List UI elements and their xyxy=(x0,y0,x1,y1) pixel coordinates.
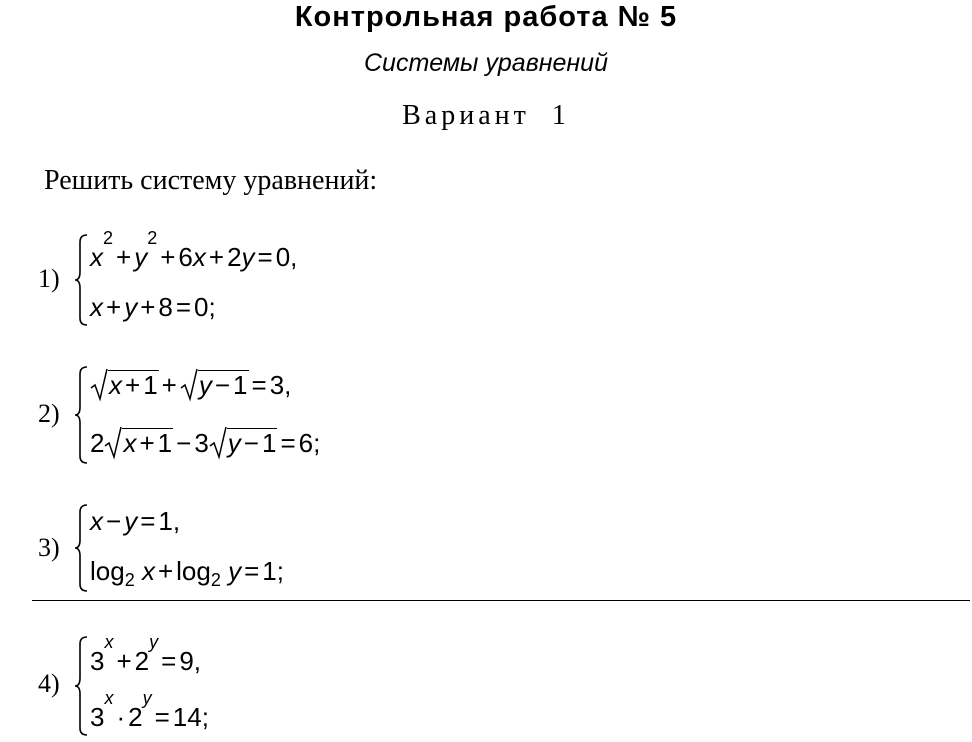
left-brace-icon xyxy=(74,636,88,736)
variant-label: Вариант xyxy=(402,100,530,131)
problem-1 xyxy=(0,230,972,340)
radical: x + 1 xyxy=(104,428,173,458)
divider xyxy=(32,600,970,601)
variant-number: 1 xyxy=(551,100,570,131)
instruction-text: Решить систему уравнений: xyxy=(44,165,378,196)
problem-number: 1) xyxy=(38,264,60,293)
page-title: Контрольная работа № 5 xyxy=(294,1,678,33)
equation-4-1: $3^x+ 2^y= 9$, xyxy=(90,632,201,676)
equation-1-1: $x^2+ y^2+ 6x + 2y = 0$, xyxy=(90,228,298,272)
problem-number: 2) xyxy=(38,399,60,428)
problem-number: 3) xyxy=(38,533,60,562)
equation-2-2: 2 x + 1 − 3 y − 1 = 6; xyxy=(90,428,321,458)
equation-3-1: x − y = 1, xyxy=(90,506,181,536)
problem-4 xyxy=(0,632,972,742)
equation-3-2: $\log_2 x + \log_2 y = 1$; xyxy=(90,556,284,590)
problem-2 xyxy=(0,362,972,472)
variant-heading xyxy=(0,99,972,133)
radical: y − 1 xyxy=(209,428,278,458)
left-brace-icon xyxy=(74,366,88,464)
equation-2-1: x + 1 + y − 1 = 3, xyxy=(90,370,291,400)
equation-4-2: $3^x\cdot 2^y= 14$; xyxy=(90,688,209,732)
left-brace-icon xyxy=(74,504,88,592)
left-brace-icon xyxy=(74,234,88,326)
page-subtitle: Системы уравнений xyxy=(364,49,608,77)
problem-3 xyxy=(0,500,972,610)
radical: x + 1 xyxy=(90,370,159,400)
problem-number: 4) xyxy=(38,669,60,698)
radical: y − 1 xyxy=(180,370,249,400)
equation-1-2: x + y + 8 = 0; xyxy=(90,292,216,322)
